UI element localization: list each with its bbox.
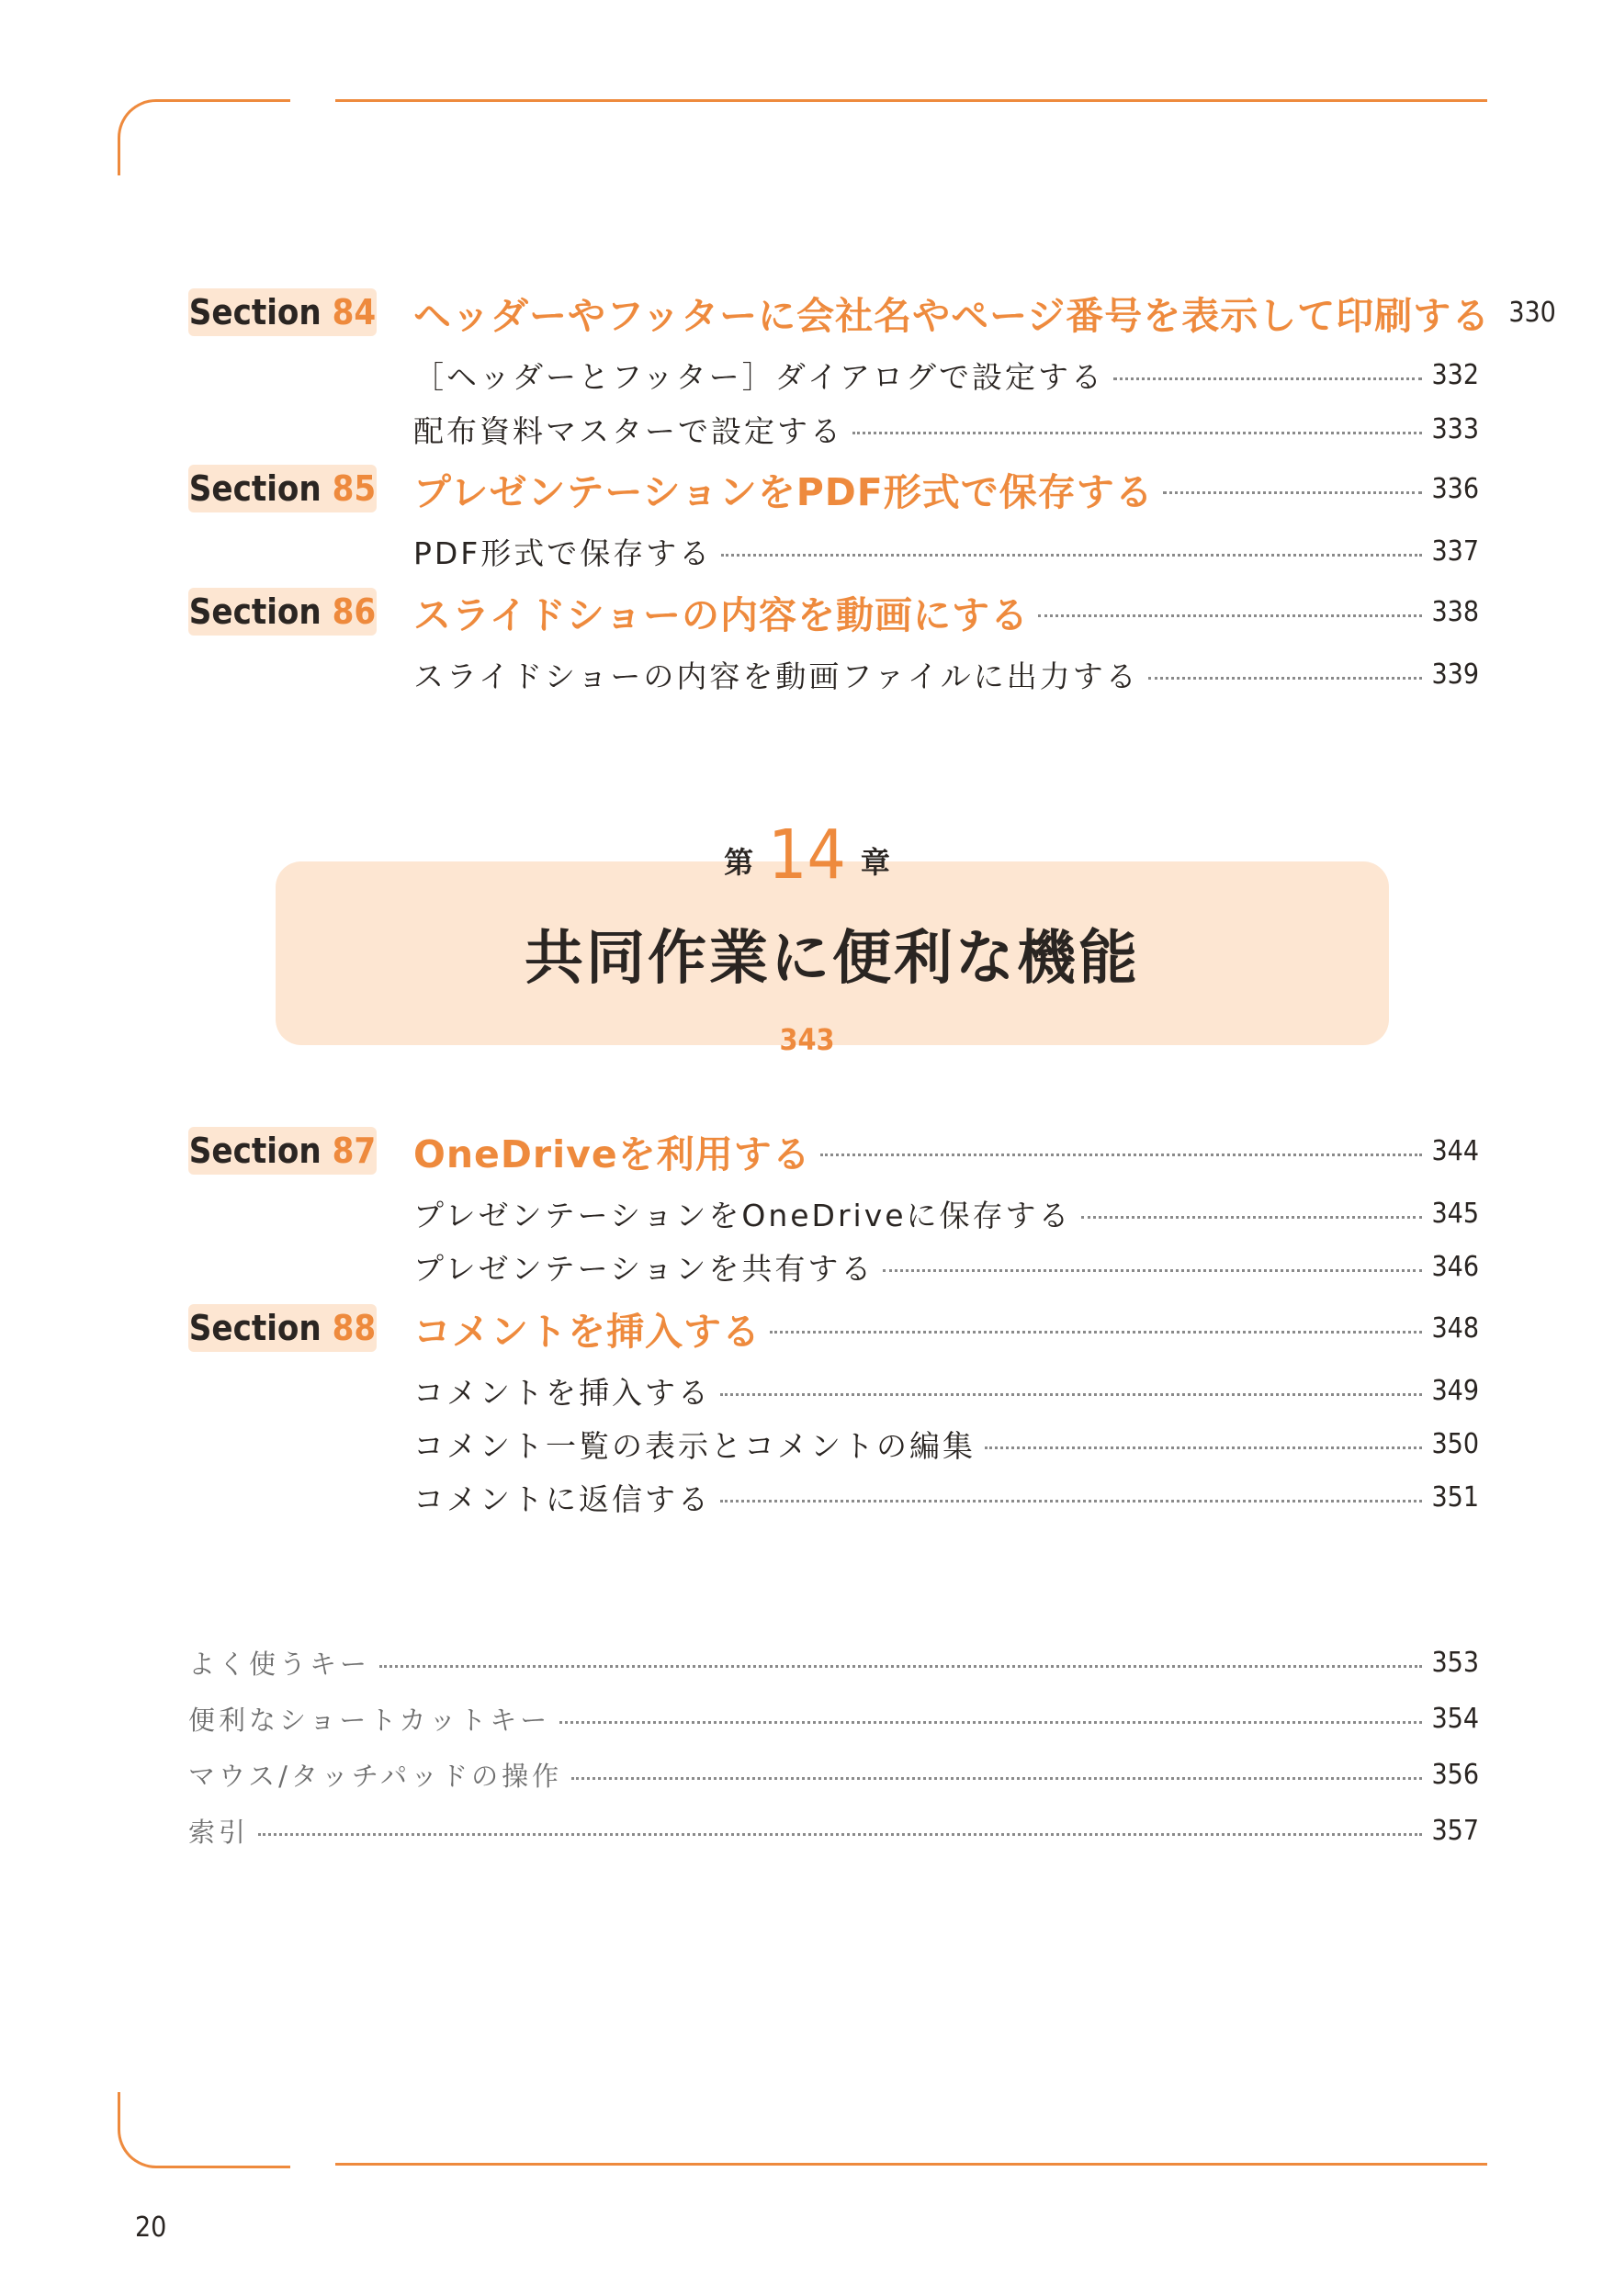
toc-item[interactable] bbox=[413, 1193, 1479, 1233]
page-number: 339 bbox=[1431, 658, 1479, 691]
item-title: PDF形式で保存する bbox=[413, 535, 713, 571]
section-title: プレゼンテーションをPDF形式で保存する bbox=[413, 469, 1154, 514]
toc-section-88[interactable] bbox=[413, 1302, 1479, 1354]
page-number: 344 bbox=[1431, 1134, 1479, 1167]
page-number: 353 bbox=[1431, 1646, 1479, 1679]
dot-leader bbox=[1081, 1216, 1423, 1219]
section-badge-84 bbox=[188, 288, 377, 336]
dot-leader bbox=[1148, 677, 1423, 680]
dot-leader bbox=[770, 1331, 1422, 1334]
appendix-title: マウス/タッチパッドの操作 bbox=[188, 1760, 563, 1792]
section-badge-label: Section bbox=[188, 1131, 322, 1171]
chapter-label bbox=[0, 816, 1614, 895]
item-title: コメント一覧の表示とコメントの編集 bbox=[413, 1427, 976, 1464]
page-number: 336 bbox=[1431, 472, 1479, 505]
frame-rule-top bbox=[335, 99, 1487, 102]
section-badge-label: Section bbox=[188, 468, 322, 509]
page-number: 354 bbox=[1431, 1702, 1479, 1735]
page-number: 346 bbox=[1431, 1250, 1479, 1283]
toc-item[interactable] bbox=[413, 1477, 1479, 1517]
dot-leader bbox=[559, 1721, 1422, 1724]
chapter-page-number: 343 bbox=[779, 1022, 835, 1057]
item-title: ［ヘッダーとフッター］ダイアログで設定する bbox=[413, 358, 1105, 395]
item-title: プレゼンテーションを共有する bbox=[413, 1250, 875, 1287]
toc-section-84[interactable] bbox=[413, 287, 1556, 338]
item-title: スライドショーの内容を動画ファイルに出力する bbox=[413, 658, 1139, 694]
chapter-prefix: 第 bbox=[724, 845, 754, 880]
section-badge-label: Section bbox=[188, 1308, 322, 1348]
folio-page-number: 20 bbox=[135, 2212, 167, 2244]
page-number: 348 bbox=[1431, 1311, 1479, 1345]
toc-item[interactable] bbox=[413, 531, 1479, 571]
section-badge-87 bbox=[188, 1127, 377, 1175]
toc-item[interactable] bbox=[413, 1246, 1479, 1287]
dot-leader bbox=[258, 1833, 1422, 1836]
toc-section-85[interactable] bbox=[413, 463, 1479, 514]
toc-item[interactable] bbox=[413, 409, 1479, 449]
section-badge-number: 85 bbox=[332, 468, 377, 509]
section-title: スライドショーの内容を動画にする bbox=[413, 592, 1029, 637]
toc-item[interactable] bbox=[413, 1370, 1479, 1411]
appendix-item[interactable] bbox=[188, 1754, 1479, 1795]
appendix-title: 索引 bbox=[188, 1816, 250, 1848]
toc-item[interactable] bbox=[413, 355, 1479, 395]
page-number: 345 bbox=[1431, 1197, 1479, 1230]
page-number: 357 bbox=[1431, 1814, 1479, 1847]
frame-corner-bottom-left bbox=[118, 2092, 290, 2168]
dot-leader bbox=[1113, 377, 1422, 380]
page-number: 338 bbox=[1431, 595, 1479, 628]
dot-leader bbox=[720, 1393, 1422, 1396]
chapter-suffix: 章 bbox=[860, 845, 890, 880]
section-badge-number: 88 bbox=[332, 1308, 377, 1348]
appendix-title: よく使うキー bbox=[188, 1648, 371, 1680]
toc-section-86[interactable] bbox=[413, 586, 1479, 637]
dot-leader bbox=[1038, 614, 1423, 617]
appendix-item[interactable] bbox=[188, 1698, 1479, 1739]
page-number: 332 bbox=[1431, 358, 1479, 391]
page-number: 337 bbox=[1431, 535, 1479, 568]
dot-leader bbox=[883, 1269, 1422, 1272]
appendix-title: 便利なショートカットキー bbox=[188, 1704, 551, 1736]
page-number: 330 bbox=[1508, 296, 1556, 329]
dot-leader bbox=[571, 1777, 1422, 1780]
page-number: 333 bbox=[1431, 412, 1479, 445]
section-badge-88 bbox=[188, 1304, 377, 1352]
section-badge-label: Section bbox=[188, 292, 322, 332]
page-number: 350 bbox=[1431, 1427, 1479, 1460]
dot-leader bbox=[820, 1154, 1423, 1156]
section-badge-number: 86 bbox=[332, 591, 377, 632]
item-title: コメントを挿入する bbox=[413, 1374, 711, 1411]
dot-leader bbox=[1163, 491, 1423, 494]
item-title: 配布資料マスターで設定する bbox=[413, 412, 843, 449]
section-title: OneDriveを利用する bbox=[413, 1131, 811, 1176]
toc-section-87[interactable] bbox=[413, 1125, 1479, 1176]
item-title: プレゼンテーションをOneDriveに保存する bbox=[413, 1197, 1072, 1233]
section-badge-85 bbox=[188, 465, 377, 512]
section-title: コメントを挿入する bbox=[413, 1309, 761, 1354]
page-number: 349 bbox=[1431, 1374, 1479, 1407]
section-title: ヘッダーやフッターに会社名やページ番号を表示して印刷する bbox=[413, 293, 1491, 338]
page-number: 356 bbox=[1431, 1758, 1479, 1791]
page-number: 351 bbox=[1431, 1480, 1479, 1514]
dot-leader bbox=[852, 432, 1422, 434]
dot-leader bbox=[379, 1665, 1422, 1668]
appendix-item[interactable] bbox=[188, 1642, 1479, 1683]
appendix-item[interactable] bbox=[188, 1810, 1479, 1851]
section-badge-number: 84 bbox=[332, 292, 377, 332]
dot-leader bbox=[720, 1500, 1422, 1503]
dot-leader bbox=[721, 554, 1422, 557]
item-title: コメントに返信する bbox=[413, 1480, 711, 1517]
section-badge-86 bbox=[188, 588, 377, 636]
chapter-number: 14 bbox=[768, 816, 846, 895]
frame-corner-top-left bbox=[118, 99, 290, 175]
section-badge-number: 87 bbox=[332, 1131, 377, 1171]
frame-rule-bottom bbox=[335, 2163, 1487, 2166]
section-badge-label: Section bbox=[188, 591, 322, 632]
toc-item[interactable] bbox=[413, 1424, 1479, 1464]
chapter-title: 共同作業に便利な機能 bbox=[525, 925, 1140, 993]
dot-leader bbox=[985, 1446, 1422, 1449]
toc-item[interactable] bbox=[413, 654, 1479, 694]
